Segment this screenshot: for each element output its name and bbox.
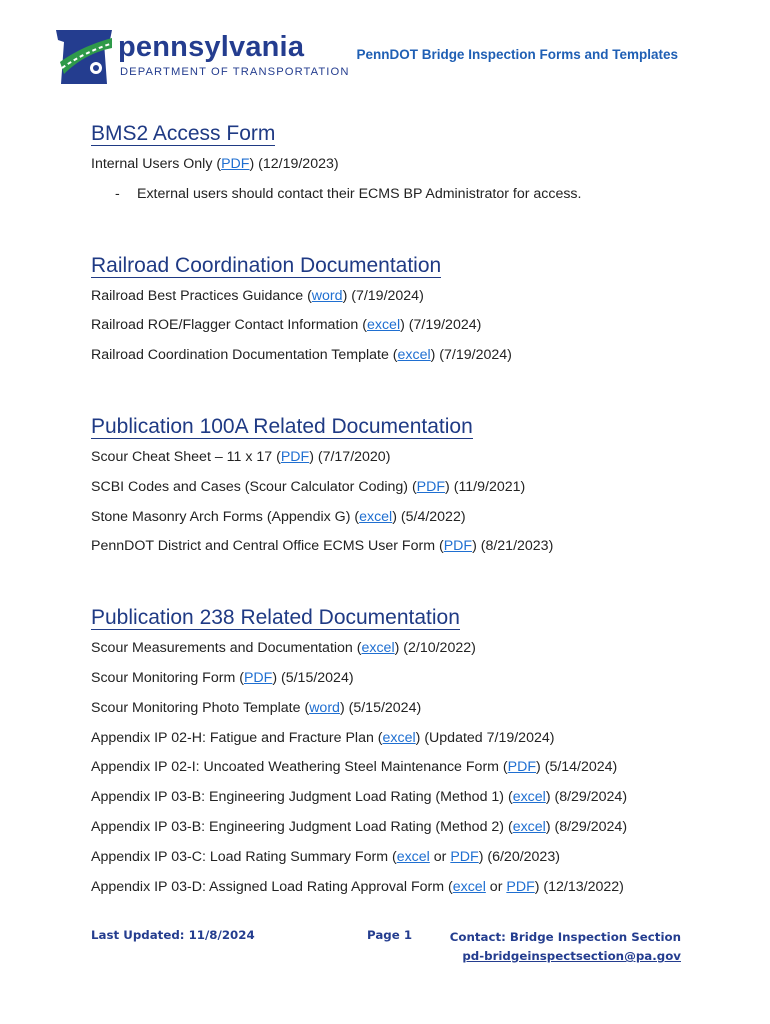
item-text: External users should contact their ECMS BP Administrator for access. — [137, 185, 582, 202]
list-item — [91, 694, 731, 724]
item-text: Railroad Best Practices Guidance ( — [91, 287, 312, 304]
pdf-link[interactable]: PDF — [280, 448, 310, 465]
item-date: ) (Updated 7/19/2024) — [415, 729, 555, 746]
item-date: ) (5/15/2024) — [339, 699, 422, 716]
word-link[interactable]: word — [309, 699, 340, 716]
section-heading — [91, 118, 731, 150]
list-item — [91, 753, 731, 783]
list-item — [91, 724, 731, 754]
contact-block — [450, 928, 681, 966]
contact-email-link[interactable]: pd-bridgeinspectsection@pa.gov — [462, 949, 681, 963]
contact-label: Contact: Bridge Inspection Section — [449, 930, 681, 944]
list-item — [91, 150, 731, 180]
item-text: Internal Users Only ( — [91, 156, 222, 172]
section-publication-238 — [91, 602, 731, 902]
item-date: ) (12/13/2022) — [534, 878, 624, 895]
pdf-link[interactable]: PDF — [450, 848, 479, 865]
item-date: ) (7/19/2024) — [342, 287, 424, 304]
pdf-link[interactable]: PDF — [443, 538, 473, 555]
item-text: Scour Monitoring Form ( — [91, 669, 244, 686]
item-date: ) (5/14/2024) — [536, 759, 618, 776]
heading-text: BMS2 Access Form — [91, 122, 276, 145]
item-text: Scour Monitoring Photo Template ( — [91, 699, 310, 716]
item-text: Appendix IP 03-C: Load Rating Summary Form ( — [91, 848, 397, 865]
section-heading — [91, 250, 731, 282]
heading-text: Publication 100A Related Documentation — [91, 414, 473, 438]
heading-text: Railroad Coordination Documentation — [91, 253, 442, 277]
list-item — [91, 311, 731, 341]
excel-link[interactable]: excel — [382, 729, 416, 746]
bullet-dash: - — [115, 185, 120, 202]
list-item — [91, 341, 731, 371]
list-item — [91, 783, 731, 813]
list-item — [91, 843, 731, 873]
item-date: ) (8/21/2023) — [472, 538, 554, 555]
section-heading — [91, 411, 731, 443]
pdf-link[interactable]: PDF — [507, 759, 537, 776]
item-text: Appendix IP 03-B: Engineering Judgment Load Rating (Method 1) ( — [91, 789, 513, 806]
list-item — [91, 664, 731, 694]
penndot-logo — [54, 28, 350, 86]
section-heading — [91, 602, 731, 634]
logo-department: DEPARTMENT OF TRANSPORTATION — [120, 66, 350, 78]
list-item — [91, 503, 731, 533]
item-text: Appendix IP 03-B: Engineering Judgment Load Rating (Method 2) ( — [91, 818, 513, 835]
page-number: Page 1 — [367, 928, 413, 942]
list-item — [91, 532, 731, 562]
pdf-link[interactable]: PDF — [506, 878, 535, 895]
item-date: ) (8/29/2024) — [545, 818, 628, 835]
item-date: ) (8/29/2024) — [545, 789, 628, 806]
pdf-link[interactable]: PDF — [416, 478, 446, 495]
item-date: ) (5/4/2022) — [392, 508, 466, 525]
item-date: ) (2/10/2022) — [394, 640, 476, 657]
item-text: Scour Measurements and Documentation ( — [91, 640, 362, 657]
list-item — [91, 813, 731, 843]
item-date: ) (7/19/2024) — [400, 317, 482, 334]
list-item — [91, 282, 731, 312]
excel-link[interactable]: excel — [359, 508, 393, 525]
item-text: SCBI Codes and Cases (Scour Calculator Coding) ( — [91, 478, 417, 495]
logo-wordmark: pennsylvania — [118, 31, 305, 63]
page-footer — [91, 926, 681, 966]
excel-link[interactable]: excel — [512, 789, 546, 806]
list-item — [91, 873, 731, 903]
document-header-title: PennDOT Bridge Inspection Forms and Templates — [356, 47, 678, 62]
list-item — [91, 634, 731, 664]
item-date: ) (6/20/2023) — [478, 848, 560, 865]
heading-text: Publication 238 Related Documentation — [91, 606, 460, 630]
item-separator: or — [429, 848, 451, 865]
item-text: Railroad Coordination Documentation Template ( — [91, 347, 398, 364]
section-publication-100a — [91, 411, 731, 562]
item-text: Scour Cheat Sheet – 11 x 17 ( — [91, 448, 281, 465]
excel-link[interactable]: excel — [396, 848, 430, 865]
item-text: Appendix IP 02-I: Uncoated Weathering Steel Maintenance Form ( — [91, 759, 508, 776]
item-text: Appendix IP 02-H: Fatigue and Fracture Plan ( — [91, 729, 383, 746]
excel-link[interactable]: excel — [452, 878, 486, 895]
item-date: ) (12/19/2023) — [249, 156, 339, 172]
keystone-logo-icon — [54, 28, 114, 86]
list-item — [91, 473, 731, 503]
excel-link[interactable]: excel — [361, 640, 395, 657]
section-railroad — [91, 250, 731, 371]
item-text: Appendix IP 03-D: Assigned Load Rating Approval Form ( — [91, 878, 453, 895]
item-date: ) (11/9/2021) — [445, 478, 526, 495]
word-link[interactable]: word — [311, 287, 343, 304]
item-text: Railroad ROE/Flagger Contact Information ( — [91, 317, 367, 334]
list-item — [91, 443, 731, 473]
last-updated: Last Updated: 11/8/2024 — [91, 928, 255, 942]
item-text: PennDOT District and Central Office ECMS User Form ( — [91, 538, 444, 555]
document-content — [91, 118, 731, 902]
excel-link[interactable]: excel — [512, 818, 546, 835]
item-date: ) (7/19/2024) — [430, 347, 512, 364]
pdf-link[interactable]: PDF — [243, 669, 273, 686]
item-separator: or — [485, 878, 507, 895]
pdf-link[interactable]: PDF — [221, 156, 250, 172]
item-date: ) (7/17/2020) — [309, 448, 391, 465]
bullet-item — [91, 180, 731, 210]
section-bms2 — [91, 118, 731, 210]
excel-link[interactable]: excel — [366, 317, 401, 334]
item-date: ) (5/15/2024) — [272, 669, 354, 686]
item-text: Stone Masonry Arch Forms (Appendix G) ( — [91, 508, 360, 525]
excel-link[interactable]: excel — [397, 347, 431, 364]
